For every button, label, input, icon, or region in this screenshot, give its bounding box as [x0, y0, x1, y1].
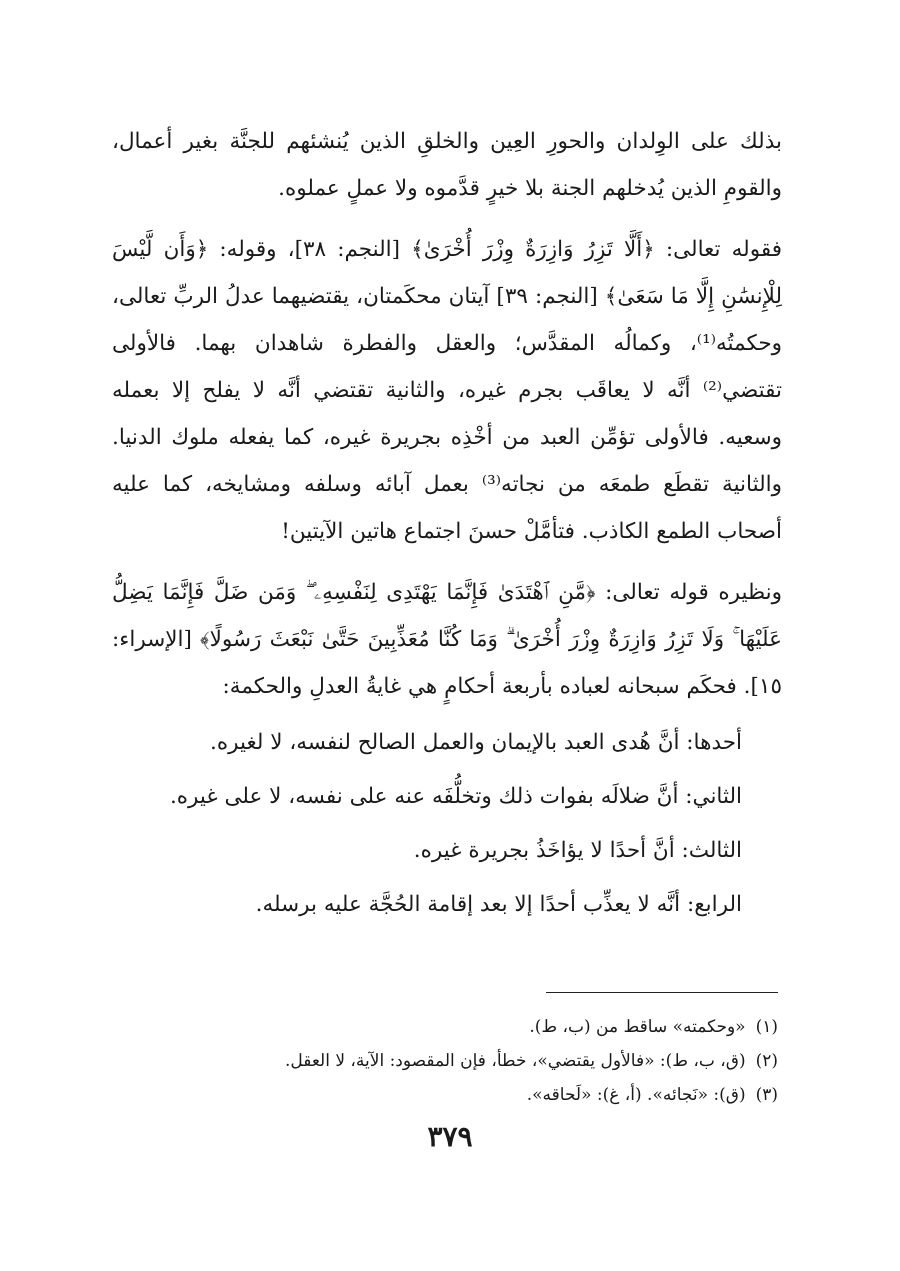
list-item-3: الثالث: أنَّ أحدًا لا يؤاخَذُ بجريرة غيره.: [413, 838, 742, 863]
list-item-1: أحدها: أنَّ هُدى العبد بالإيمان والعمل الصالح لنفسه، لا لغيره.: [210, 730, 742, 755]
footnote-text: «وحكمته» ساقط من (ب، ط).: [529, 1017, 746, 1037]
paragraph-1: بذلك على الوِلدان والحورِ العِين والخلقِ الذين يُنشئهم للجنَّة بغير أعمال، والقومِ الذين يُدخلهم الجنة بلا خيرٍ قدَّموه ولا عملٍ عملوه.: [112, 129, 782, 201]
footnote-1: [112, 1010, 778, 1044]
page-number: ٣٧٩: [427, 1120, 473, 1153]
footnote-text: (ق): «نَجائه». (أ، غ): «لَحاقه».: [526, 1085, 746, 1105]
footnotes: [112, 1010, 778, 1112]
list-item-4: الرابع: أنَّه لا يعذِّب أحدًا إلا بعد إقامة الحُجَّة عليه برسله.: [255, 892, 742, 917]
footnote-text: (ق، ب، ط): «فالأول يقتضي»، خطأ، فإن المقصود: الآية، لا العقل.: [284, 1051, 746, 1071]
footnote-number: (٢): [755, 1051, 778, 1071]
footnote-divider: [546, 992, 778, 993]
footnote-number: (٣): [755, 1085, 778, 1105]
paragraph-3: ونظيره قوله تعالى: ﴿مَّنِ ٱهْتَدَىٰ فَإِنَّمَا يَهْتَدِى لِنَفْسِهِۦ ۖ وَمَن ضَلَّ فَإِنَّمَا يَضِلُّ عَلَيْهَا ۚ وَلَا تَزِرُ وَازِرَةٌ وِزْرَ أُخْرَىٰ ۗ وَمَا كُنَّا مُعَذِّبِينَ حَتَّىٰ نَبْعَثَ رَسُولًا﴾ [الإسراء: ١٥]. فحكَم سبحانه لعباده بأربعة أحكامٍ هي غايةُ العدلِ والحكمة:: [112, 580, 782, 699]
footnote-number: (١): [755, 1017, 778, 1037]
footnote-3: [112, 1078, 778, 1112]
main-text: [112, 118, 782, 932]
footnote-2: [112, 1044, 778, 1078]
paragraph-gap: [112, 555, 782, 569]
paragraph-gap: [112, 212, 782, 226]
list-item-2: الثاني: أنَّ ضلالَه بفوات ذلك وتخلُّفَه عنه على نفسه، لا على غيره.: [169, 784, 742, 809]
paragraph-2: فقوله تعالى: ﴿أَلَّا تَزِرُ وَازِرَةٌ وِزْرَ أُخْرَىٰ﴾ [النجم: ٣٨]، وقوله: ﴿وَأَن لَّيْسَ لِلْإِنسَٰنِ إِلَّا مَا سَعَىٰ﴾ [النجم: ٣٩] آيتان محكَمتان، يقتضيهما عدلُ الربِّ تعالى، وحكمتُه⁽¹⁾، وكمالُه المقدَّس؛ والعقل والفطرة شاهدان بهما. فالأولى تقتضي⁽²⁾ أنَّه لا يعاقَب بجرم غيره، والثانية تقتضي أنَّه لا يفلح إلا بعمله وسعيه. فالأولى تؤمِّن العبد من أخْذِه بجريرة غيره، كما يفعله ملوك الدنيا. والثانية تقطَع طمعَه من نجاته⁽³⁾ بعمل آبائه وسلفه ومشايخه، كما عليه أصحاب الطمع الكاذب. فتأمَّلْ حسنَ اجتماع هاتين الآيتين!: [112, 237, 782, 544]
